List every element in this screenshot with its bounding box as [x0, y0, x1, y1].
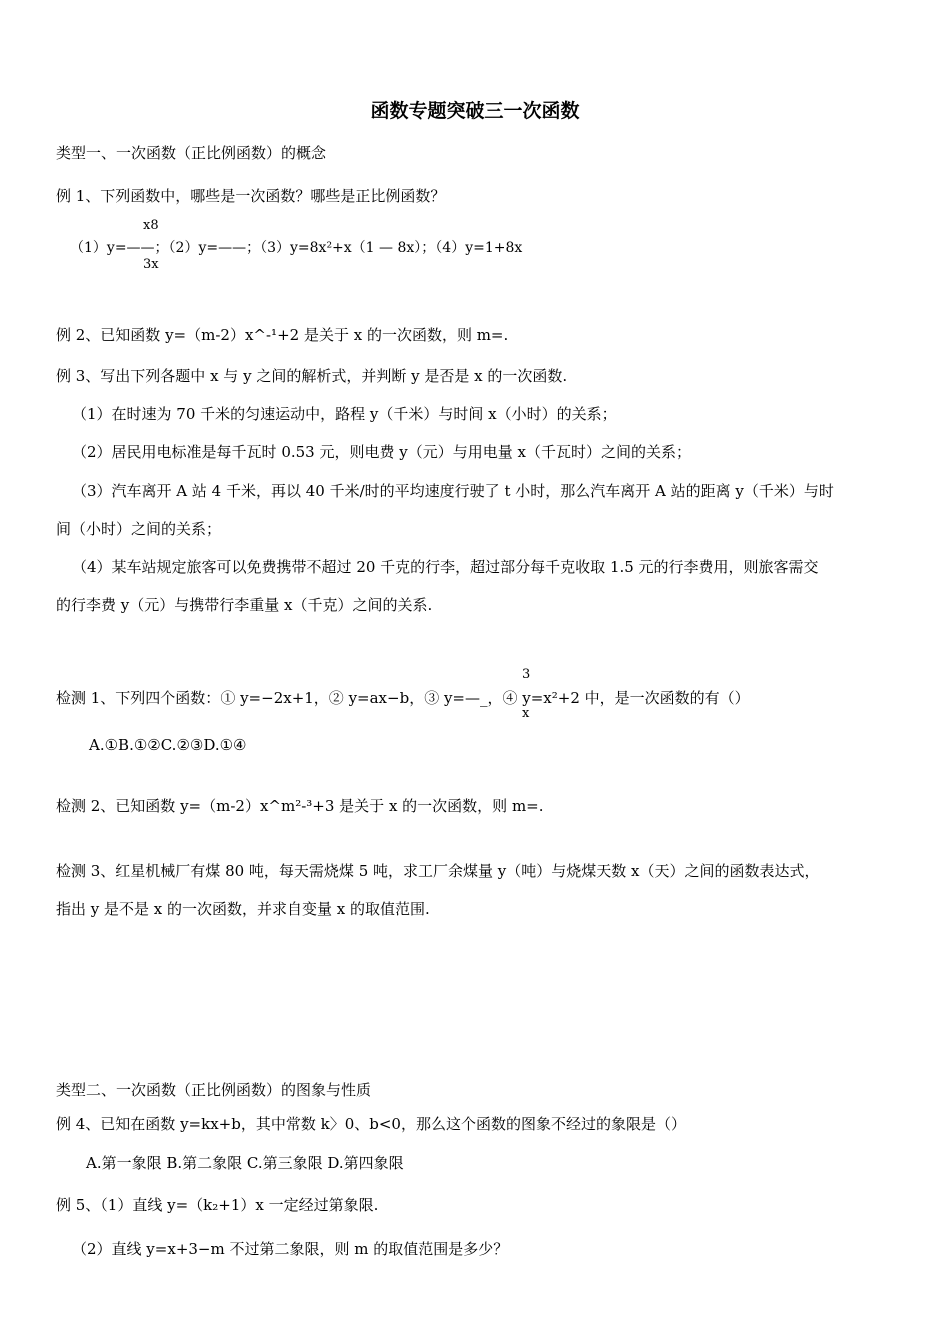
example-3-q2: （2）居民用电标准是每千瓦时 0.53 元，则电费 y（元）与用电量 x（千瓦时）之间的关系； — [72, 443, 691, 461]
example-3-text: 例 3、写出下列各题中 x 与 y 之间的解析式，并判断 y 是否是 x 的一次函数. — [56, 367, 568, 385]
example-3-q1: （1）在时速为 70 千米的匀速运动中，路程 y（千米）与时间 x（小时）的关系； — [72, 405, 617, 423]
check-1-options: A.①B.①②C.②③D.①④ — [89, 736, 247, 754]
example-4-text: 例 4、已知在函数 y=kx+b，其中常数 k〉0、b<0，那么这个函数的图象不经过的象限是（） — [56, 1115, 686, 1133]
check-1-denominator: x — [522, 706, 530, 721]
page-title: 函数专题突破三一次函数 — [370, 100, 580, 122]
check-2-text: 检测 2、已知函数 y=（m-2）x^m²-³+3 是关于 x 的一次函数，则 m=. — [56, 797, 544, 815]
check-3-line1: 检测 3、红星机械厂有煤 80 吨，每天需烧煤 5 吨，求工厂余煤量 y（吨）与烧煤天数 x（天）之间的函数表达式， — [56, 862, 820, 880]
example-3-q4-line1: （4）某车站规定旅客可以免费携带不超过 20 千克的行李，超过部分每千克收取 1.5 元的行李费用，则旅客需交 — [72, 558, 819, 576]
example-2-text: 例 2、已知函数 y=（m-2）x^-¹+2 是关于 x 的一次函数，则 m=. — [56, 326, 509, 344]
check-3-line2: 指出 y 是不是 x 的一次函数，并求自变量 x 的取值范围. — [56, 900, 430, 918]
example-3-q4-line2: 的行李费 y（元）与携带行李重量 x（千克）之间的关系. — [56, 596, 433, 614]
example-3-q3-line2: 间（小时）之间的关系； — [56, 520, 222, 538]
type2-heading: 类型二、一次函数（正比例函数）的图象与性质 — [56, 1081, 372, 1099]
check-1-text: 检测 1、下列四个函数：① y=−2x+1，② y=ax−b，③ y=—_，④ y=x²+2 中，是一次函数的有（） — [56, 689, 750, 707]
example-5-q1: 例 5、（1）直线 y=（k₂+1）x 一定经过第象限. — [56, 1196, 379, 1214]
example-1-text: 例 1、下列函数中，哪些是一次函数？哪些是正比例函数？ — [56, 187, 446, 205]
example-5-q2: （2）直线 y=x+3−m 不过第二象限，则 m 的取值范围是多少？ — [72, 1240, 509, 1258]
example-1-numerator: x8 — [143, 218, 159, 233]
example-1-denominator: 3x — [143, 257, 159, 272]
example-1-formula: （1）y=——；（2）y=——；（3）y=8x²+x（1 — 8x）；（4）y=1+8x — [70, 240, 523, 256]
check-1-numerator: 3 — [522, 667, 531, 682]
example-4-options: A.第一象限 B.第二象限 C.第三象限 D.第四象限 — [86, 1154, 404, 1172]
example-3-q3-line1: （3）汽车离开 A 站 4 千米，再以 40 千米/时的平均速度行驶了 t 小时，那么汽车离开 A 站的距离 y（千米）与时 — [72, 482, 834, 500]
type1-heading: 类型一、一次函数（正比例函数）的概念 — [56, 144, 327, 162]
